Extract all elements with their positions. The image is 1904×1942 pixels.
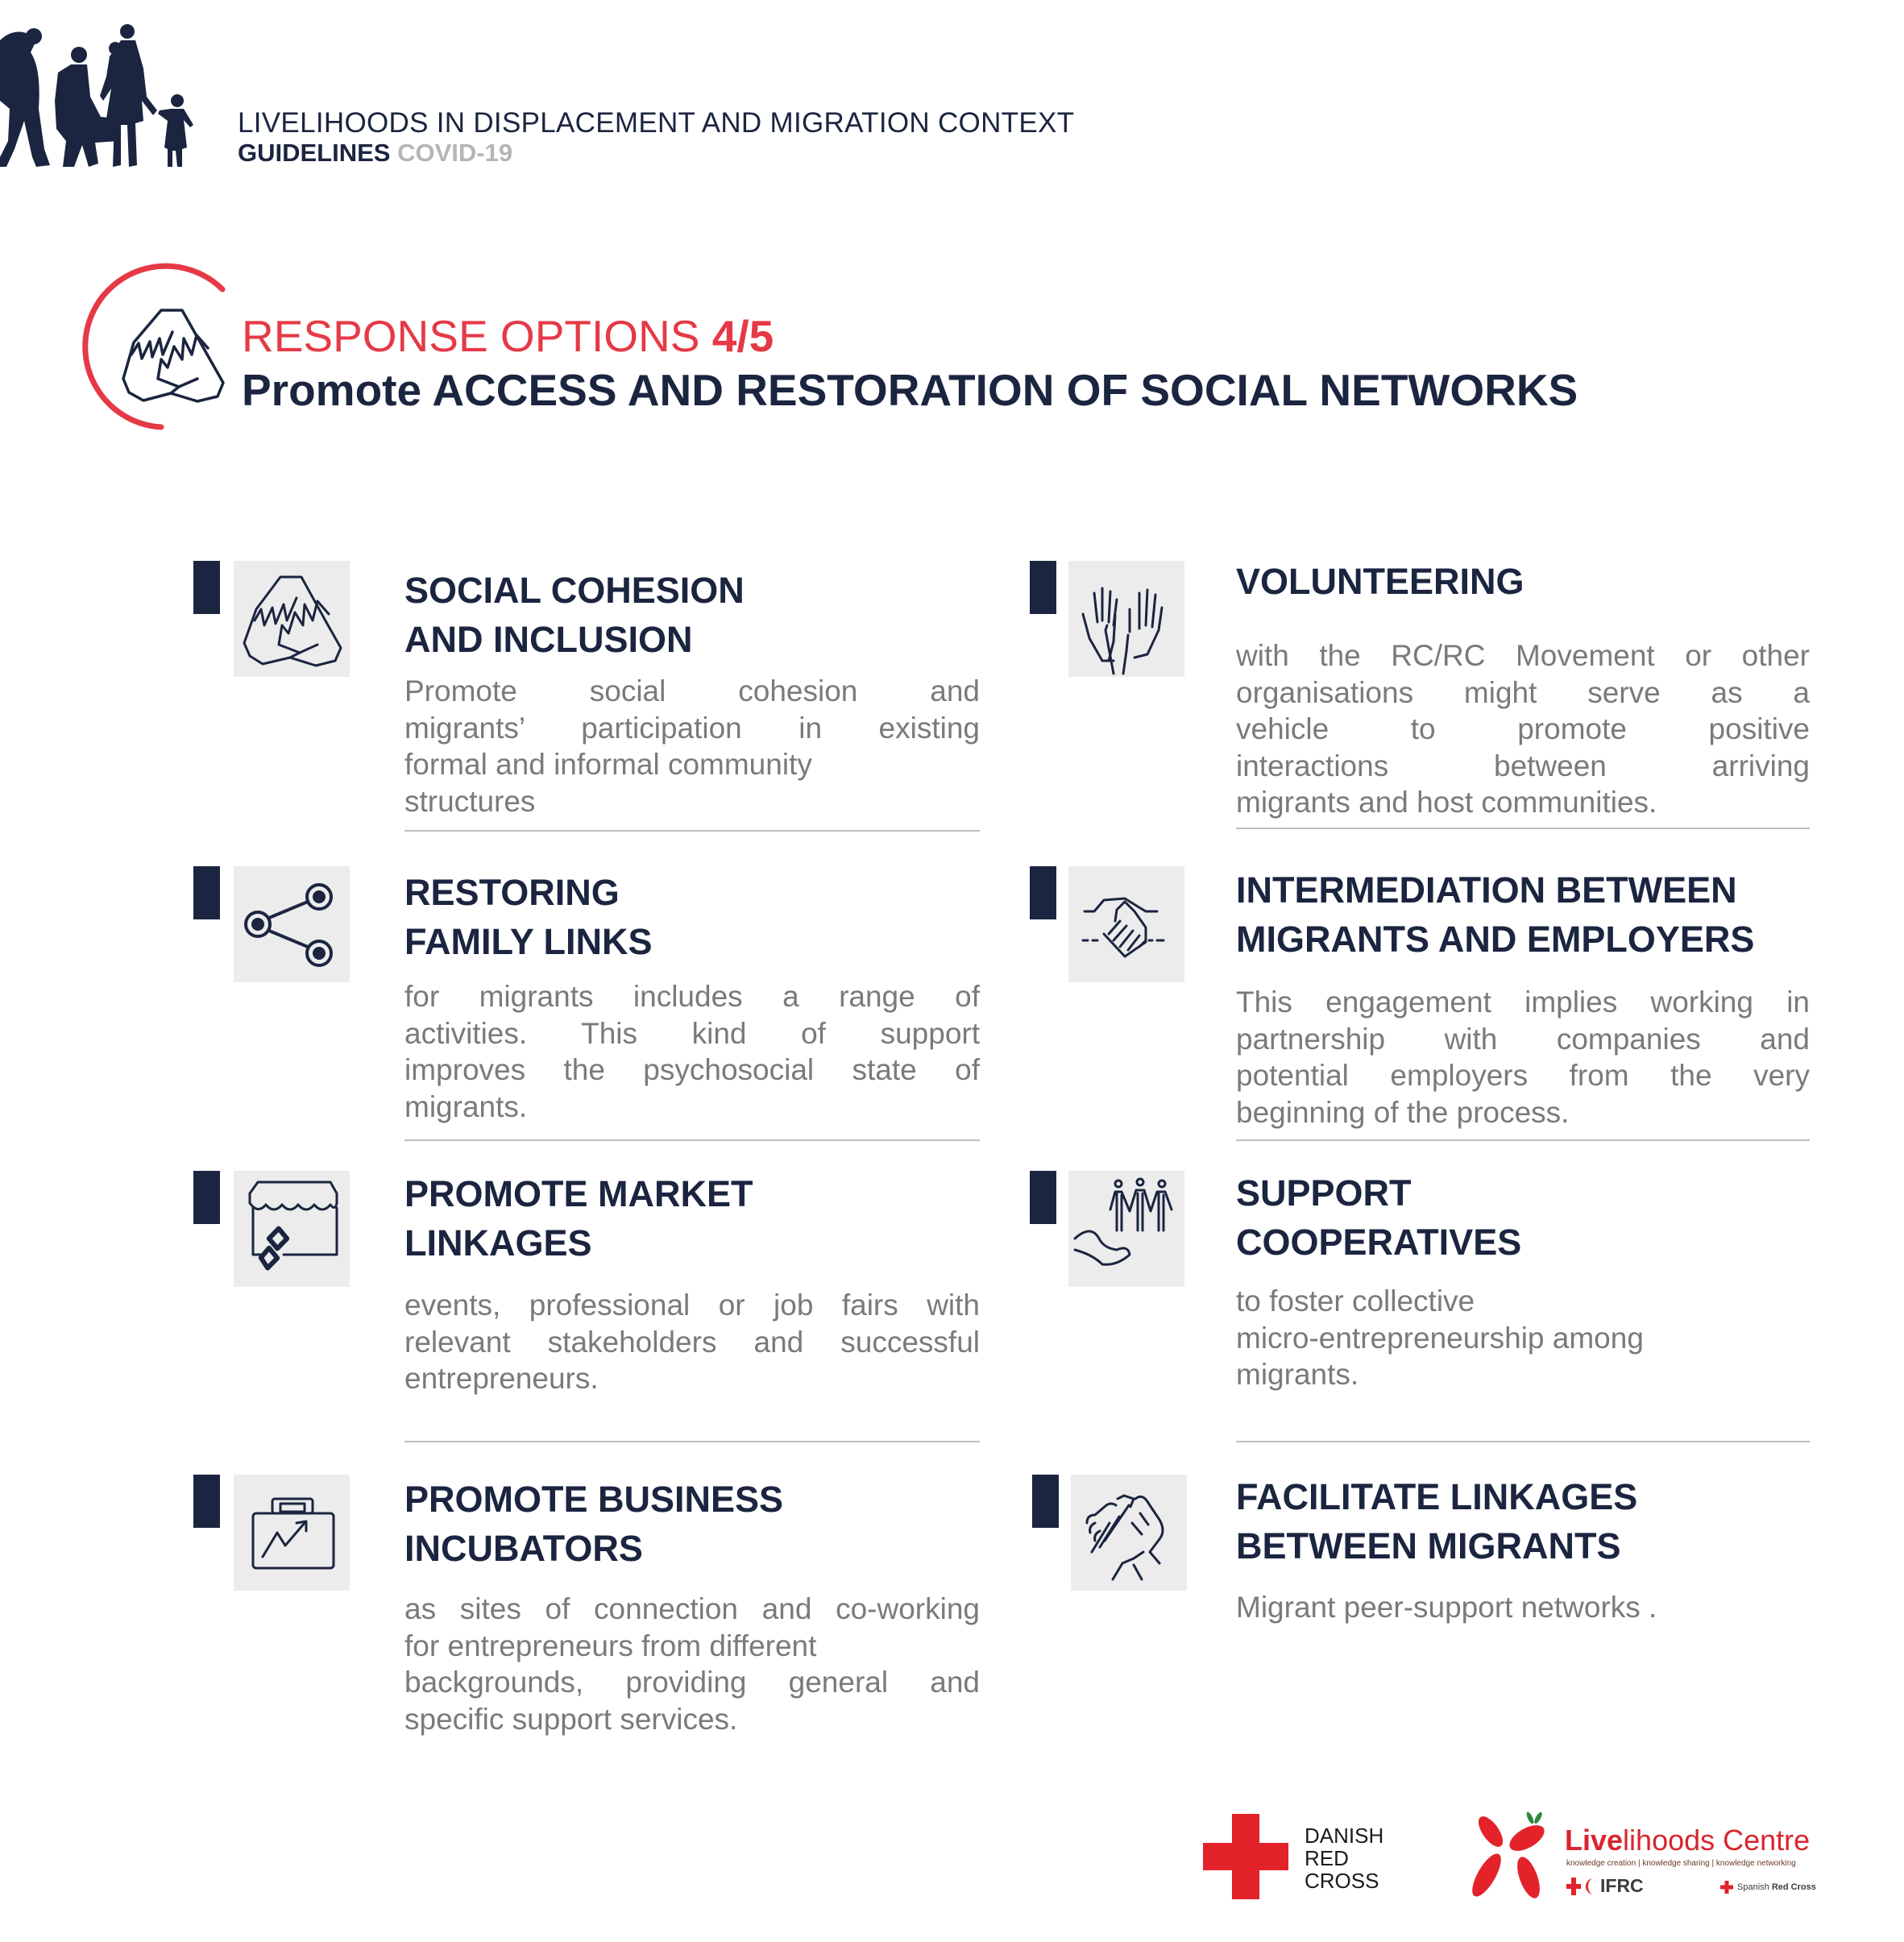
ifrc-emblem-icon	[1566, 1878, 1597, 1895]
item-icon-box	[234, 1171, 350, 1287]
item-description	[404, 1591, 980, 1737]
logo-name-bold: Live	[1565, 1824, 1624, 1857]
item-description	[1236, 984, 1810, 1131]
hands-together-icon	[123, 310, 223, 401]
item-description	[404, 978, 980, 1125]
header-covid-label: COVID-19	[397, 139, 513, 167]
item-title	[1236, 1472, 1810, 1571]
item-icon-box	[234, 1475, 350, 1591]
item-divider	[404, 830, 980, 832]
item-title	[1236, 865, 1810, 964]
item-description	[404, 673, 980, 820]
danish-red-cross-logo	[1203, 1814, 1288, 1899]
item-title-line: COOPERATIVES	[1236, 1222, 1522, 1263]
item-title-line: FACILITATE LINKAGES	[1236, 1476, 1638, 1517]
market-stall-link-icon	[234, 1171, 350, 1287]
danish-red-cross-wordmark	[1305, 1824, 1383, 1892]
item-title-line: LINKAGES	[404, 1222, 592, 1264]
item-marker	[1030, 1171, 1056, 1224]
item-title-line: AND INCLUSION	[404, 619, 693, 660]
item-description-line: migrants.	[404, 1089, 528, 1123]
item-divider	[404, 1139, 980, 1141]
item-marker	[193, 866, 220, 919]
item-title-line: BETWEEN MIGRANTS	[1236, 1525, 1621, 1566]
red-cross-label: Red Cross	[1771, 1882, 1816, 1892]
item-description-line: interactions between arriving	[1236, 749, 1810, 782]
header-title: LIVELIHOODS IN DISPLACEMENT AND MIGRATION CONTEXT	[238, 107, 1075, 139]
item-title	[1236, 1168, 1810, 1267]
item-title	[1236, 557, 1810, 606]
item-description-line: This engagement implies working in	[1236, 986, 1810, 1019]
item-description-line: for entrepreneurs from different	[404, 1629, 817, 1662]
raised-hands-icon	[1068, 561, 1184, 677]
item-description-line: migrants.	[1236, 1358, 1359, 1391]
hands-together-icon	[234, 561, 350, 677]
item-description-line: Migrant peer-support networks .	[1236, 1591, 1657, 1624]
item-title-line: INTERMEDIATION BETWEEN	[1236, 869, 1737, 911]
page-title: Promote ACCESS AND RESTORATION OF SOCIAL NETWORKS	[242, 365, 1578, 415]
item-title	[404, 566, 980, 664]
item-marker	[1032, 1475, 1059, 1528]
item-description	[1236, 1283, 1810, 1393]
header-subtitle	[238, 139, 512, 168]
item-description-line: formal and informal community	[404, 748, 812, 781]
item-title-line: PROMOTE BUSINESS	[404, 1479, 784, 1520]
section-kicker-label: RESPONSE OPTIONS	[242, 311, 700, 361]
item-description-line: entrepreneurs.	[404, 1362, 599, 1395]
item-divider	[1236, 1139, 1810, 1141]
item-description-line: beginning of the process.	[1236, 1095, 1570, 1129]
item-title-line: VOLUNTEERING	[1236, 561, 1524, 602]
item-description-line: for migrants includes a range of	[404, 980, 980, 1013]
item-icon-box	[1068, 1171, 1184, 1287]
clasped-hands-icon	[1071, 1475, 1187, 1591]
logo-text-line: RED	[1305, 1846, 1349, 1870]
item-description	[1236, 1589, 1810, 1626]
item-marker	[1030, 561, 1056, 614]
item-title-line: INCUBATORS	[404, 1528, 643, 1569]
item-description-line: specific support services.	[404, 1702, 738, 1736]
item-title	[404, 1475, 980, 1573]
header-guidelines-label: GUIDELINES	[238, 139, 391, 167]
item-description-line: relevant stakeholders and successful	[404, 1325, 980, 1359]
item-title-line: MIGRANTS AND EMPLOYERS	[1236, 919, 1755, 960]
item-description	[404, 1287, 980, 1397]
item-description-line: partnership with companies and	[1236, 1022, 1810, 1056]
item-description-line: activities. This kind of support	[404, 1016, 980, 1050]
logo-text-line: DANISH	[1305, 1824, 1384, 1848]
item-description-line: migrants and host communities.	[1236, 786, 1657, 819]
item-marker	[1030, 866, 1056, 919]
item-title-line: SUPPORT	[1236, 1172, 1412, 1214]
item-title-line: FAMILY LINKS	[404, 921, 653, 962]
item-marker	[193, 1171, 220, 1224]
item-title	[404, 868, 980, 966]
item-description-line: Promote social cohesion and	[404, 674, 980, 708]
item-icon-box	[1068, 561, 1184, 677]
item-description-line: micro-entrepreneurship among	[1236, 1321, 1644, 1355]
item-description-line: to foster collective	[1236, 1284, 1475, 1317]
item-title-line: RESTORING	[404, 872, 620, 913]
item-icon-box	[234, 866, 350, 982]
item-divider	[1236, 1441, 1810, 1442]
logo-name-rest: lihoods Centre	[1623, 1824, 1811, 1857]
item-divider	[404, 1441, 980, 1442]
share-nodes-icon	[234, 866, 350, 982]
handshake-icon	[1068, 866, 1184, 982]
item-title	[404, 1169, 980, 1268]
item-description-line: as sites of connection and co-working	[404, 1592, 980, 1625]
item-marker	[193, 561, 220, 614]
item-description	[1236, 637, 1810, 821]
spanish-red-cross-icon	[1720, 1881, 1733, 1894]
ifrc-wordmark: IFRC	[1600, 1875, 1644, 1896]
item-title-line: SOCIAL COHESION	[404, 570, 745, 611]
item-description-line: vehicle to promote positive	[1236, 712, 1810, 745]
item-divider	[1236, 828, 1810, 829]
people-on-hand-icon	[1068, 1171, 1184, 1287]
item-title-line: PROMOTE MARKET	[404, 1173, 753, 1214]
logo-text-line: CROSS	[1305, 1869, 1379, 1893]
livelihoods-centre-tagline: knowledge creation | knowledge sharing | knowledge networking	[1566, 1859, 1796, 1868]
item-description-line: with the RC/RC Movement or other	[1236, 639, 1810, 672]
item-description-line: improves the psychosocial state of	[404, 1053, 980, 1086]
item-description-line: migrants’ participation in existing	[404, 711, 980, 745]
livelihoods-centre-flower-logo	[1462, 1809, 1555, 1902]
spanish-label: Spanish	[1737, 1882, 1769, 1892]
item-icon-box	[1071, 1475, 1187, 1591]
migrant-family-silhouette	[0, 20, 201, 169]
item-description-line: events, professional or job fairs with	[404, 1288, 980, 1322]
spanish-red-cross-wordmark	[1737, 1882, 1816, 1893]
item-description-line: structures	[404, 784, 536, 818]
briefcase-growth-icon	[234, 1475, 350, 1591]
section-number: 4/5	[711, 311, 774, 361]
section-kicker	[242, 311, 774, 361]
item-description-line: potential employers from the very	[1236, 1059, 1810, 1092]
item-description-line: organisations might serve as a	[1236, 675, 1810, 709]
section-arc-icon	[73, 258, 266, 443]
item-description-line: backgrounds, providing general and	[404, 1666, 980, 1699]
item-marker	[193, 1475, 220, 1528]
item-icon-box	[1068, 866, 1184, 982]
livelihoods-centre-wordmark	[1565, 1824, 1810, 1857]
item-icon-box	[234, 561, 350, 677]
